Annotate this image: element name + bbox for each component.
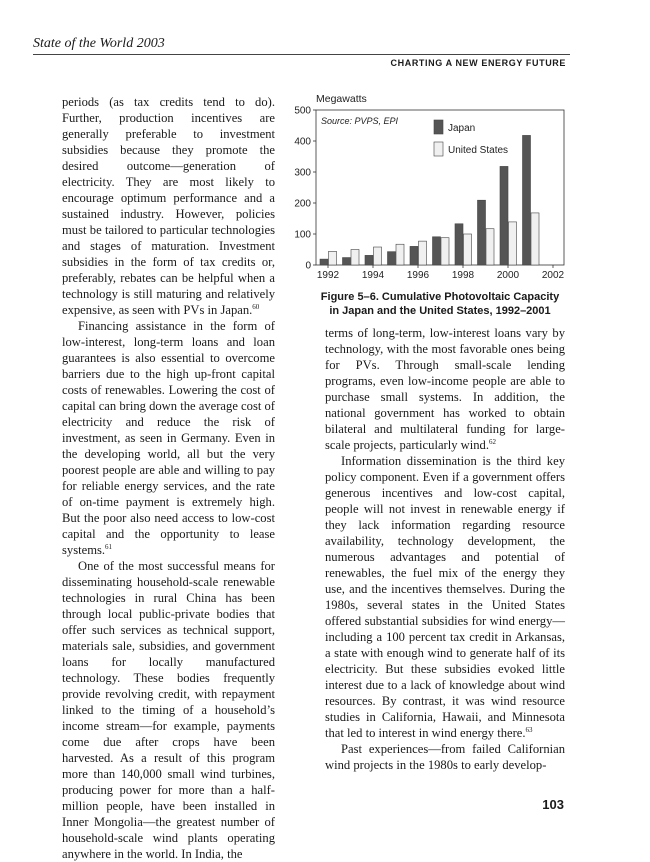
bar-united-states-1998 [464,234,472,265]
legend-label: Japan [448,123,476,134]
figure-caption [300,290,580,318]
x-tick-label: 2000 [496,270,520,281]
x-tick-label: 2002 [541,270,565,281]
bar-united-states-1996 [419,241,427,265]
y-tick-label: 300 [294,167,311,179]
x-tick-label: 1994 [361,270,385,281]
bar-japan-1997 [433,237,441,265]
y-tick-label: 400 [294,136,311,148]
right-column [325,325,565,773]
bar-japan-1998 [455,224,463,265]
pv-capacity-chart [288,90,578,285]
right-paragraph-1: terms of long-term, low-interest loans vary by technology, with the most favorable ones being for PVs. Through small-scale lending programs, even low-income people are able to purchase small systems. In addition, the national government has worked to obtain bilateral and multilateral funding for large-scale projects, particularly wind.$^{62}$ [325,326,565,452]
figure-caption-line-1: Figure 5–6. Cumulative Photovoltaic Capacity [320,291,560,303]
x-tick-label: 1992 [316,270,340,281]
header-rule [33,54,570,55]
left-paragraph-2: Financing assistance in the form of low-interest, long-term loans and loan guarantees is also essential to overcome barriers due to the high up-front capital costs of renewables. Lowering the cost of capital can bring down the average cost of electricity and reduce the risk of investment, as seen in Germany. Even in the developing world, all but the very poorest people are able and willing to pay for reliable energy services, and the rate of on-time payment is extremely high. But the poor also need access to low-cost capital and the opportunity to lease systems.$^{61}$ [62,319,275,557]
bar-japan-2001 [523,135,531,265]
left-paragraph-1: periods (as tax credits tend to do). Further, production incentives are generally preferable to investment subsidies because they promote the desired outcome—generation of electricity. They are most likely to encourage optimum performance and a sustained industry. However, policies must be tailored to particular technologies and stages of maturation. Investment subsidies in the form of tax credits or, preferably, rebates can be helpful when a technology is still maturing and relatively expensive, as seen with PVs in Japan.$^{60}$ [62,95,275,317]
endnote-marker: 61 [105,542,113,551]
endnote-marker: 60 [252,302,260,311]
bar-united-states-1992 [329,251,337,265]
section-head: CHARTING A NEW ENERGY FUTURE [390,58,566,68]
legend-swatch-united-states [434,142,443,156]
bar-japan-1994 [365,255,373,265]
left-column [62,94,275,862]
bar-united-states-1994 [374,247,382,265]
x-tick-label: 1998 [451,270,475,281]
page-number: 103 [542,797,564,812]
endnote-marker: 62 [489,437,497,446]
bar-united-states-1993 [351,250,359,266]
y-tick-label: 0 [305,260,311,272]
y-axis-label: Megawatts [316,93,367,105]
bar-japan-2000 [500,166,508,265]
left-paragraph-3: One of the most successful means for disseminating household-scale renewable technologies in rural China has been through local public-private bodies that offer such services as technical support, materials sale, subsidies, and government loans for locally manufactured technology. These bodies frequently provide revolving credit, with repayment linked to the timing of a household’s income stream—for example, payments come due after crops have been harvested. As a result of this program more than 140,000 small wind turbines, producing power for more than a half-million people, have been installed in Inner Mongolia—the greatest number of household-scale wind plants operating anywhere in the world. In India, the [62,559,275,861]
right-paragraph-3: Past experiences—from failed Californian wind projects in the 1980s to early develop- [325,742,565,772]
bar-united-states-2001 [531,213,539,265]
bar-united-states-2000 [509,222,517,265]
chart-svg [288,90,578,285]
y-tick-label: 100 [294,229,311,241]
bar-united-states-1995 [396,244,404,265]
endnote-marker: 63 [525,725,533,734]
bar-united-states-1999 [486,229,494,265]
figure-caption-line-2: in Japan and the United States, 1992–2001 [329,305,551,317]
running-head: State of the World 2003 [33,36,165,51]
legend-label: United States [448,145,509,156]
y-tick-label: 500 [294,105,311,117]
chart-source: Source: PVPS, EPI [321,116,399,126]
right-paragraph-2: Information dissemination is the third key policy component. Even if a government offers generous incentives and low-cost capital, people will not invest in renewable energy if they lack information regarding resource availability, technology development, the numerous advantages and potential of renewables, the fuel mix of the energy they use, and the incentives themselves. During the 1980s, several states in the United States offered substantial subsidies for wind energy—including a 100 percent tax credit in Arkansas, a state with enough wind to generate half of its electricity. But these subsidies evoked little interest due to a lack of knowledge about wind resources. By contrast, it was wind resource studies in California, Hawaii, and Minnesota that led to interest in wind energy there.$^{63}$ [325,454,565,740]
bar-japan-1993 [343,258,351,265]
bar-united-states-1997 [441,238,449,265]
bar-japan-1999 [478,200,486,265]
legend-swatch-japan [434,120,443,134]
x-tick-label: 1996 [406,270,430,281]
bar-japan-1996 [410,246,418,265]
bar-japan-1992 [320,259,328,265]
bar-japan-1995 [388,252,396,265]
y-tick-label: 200 [294,198,311,210]
